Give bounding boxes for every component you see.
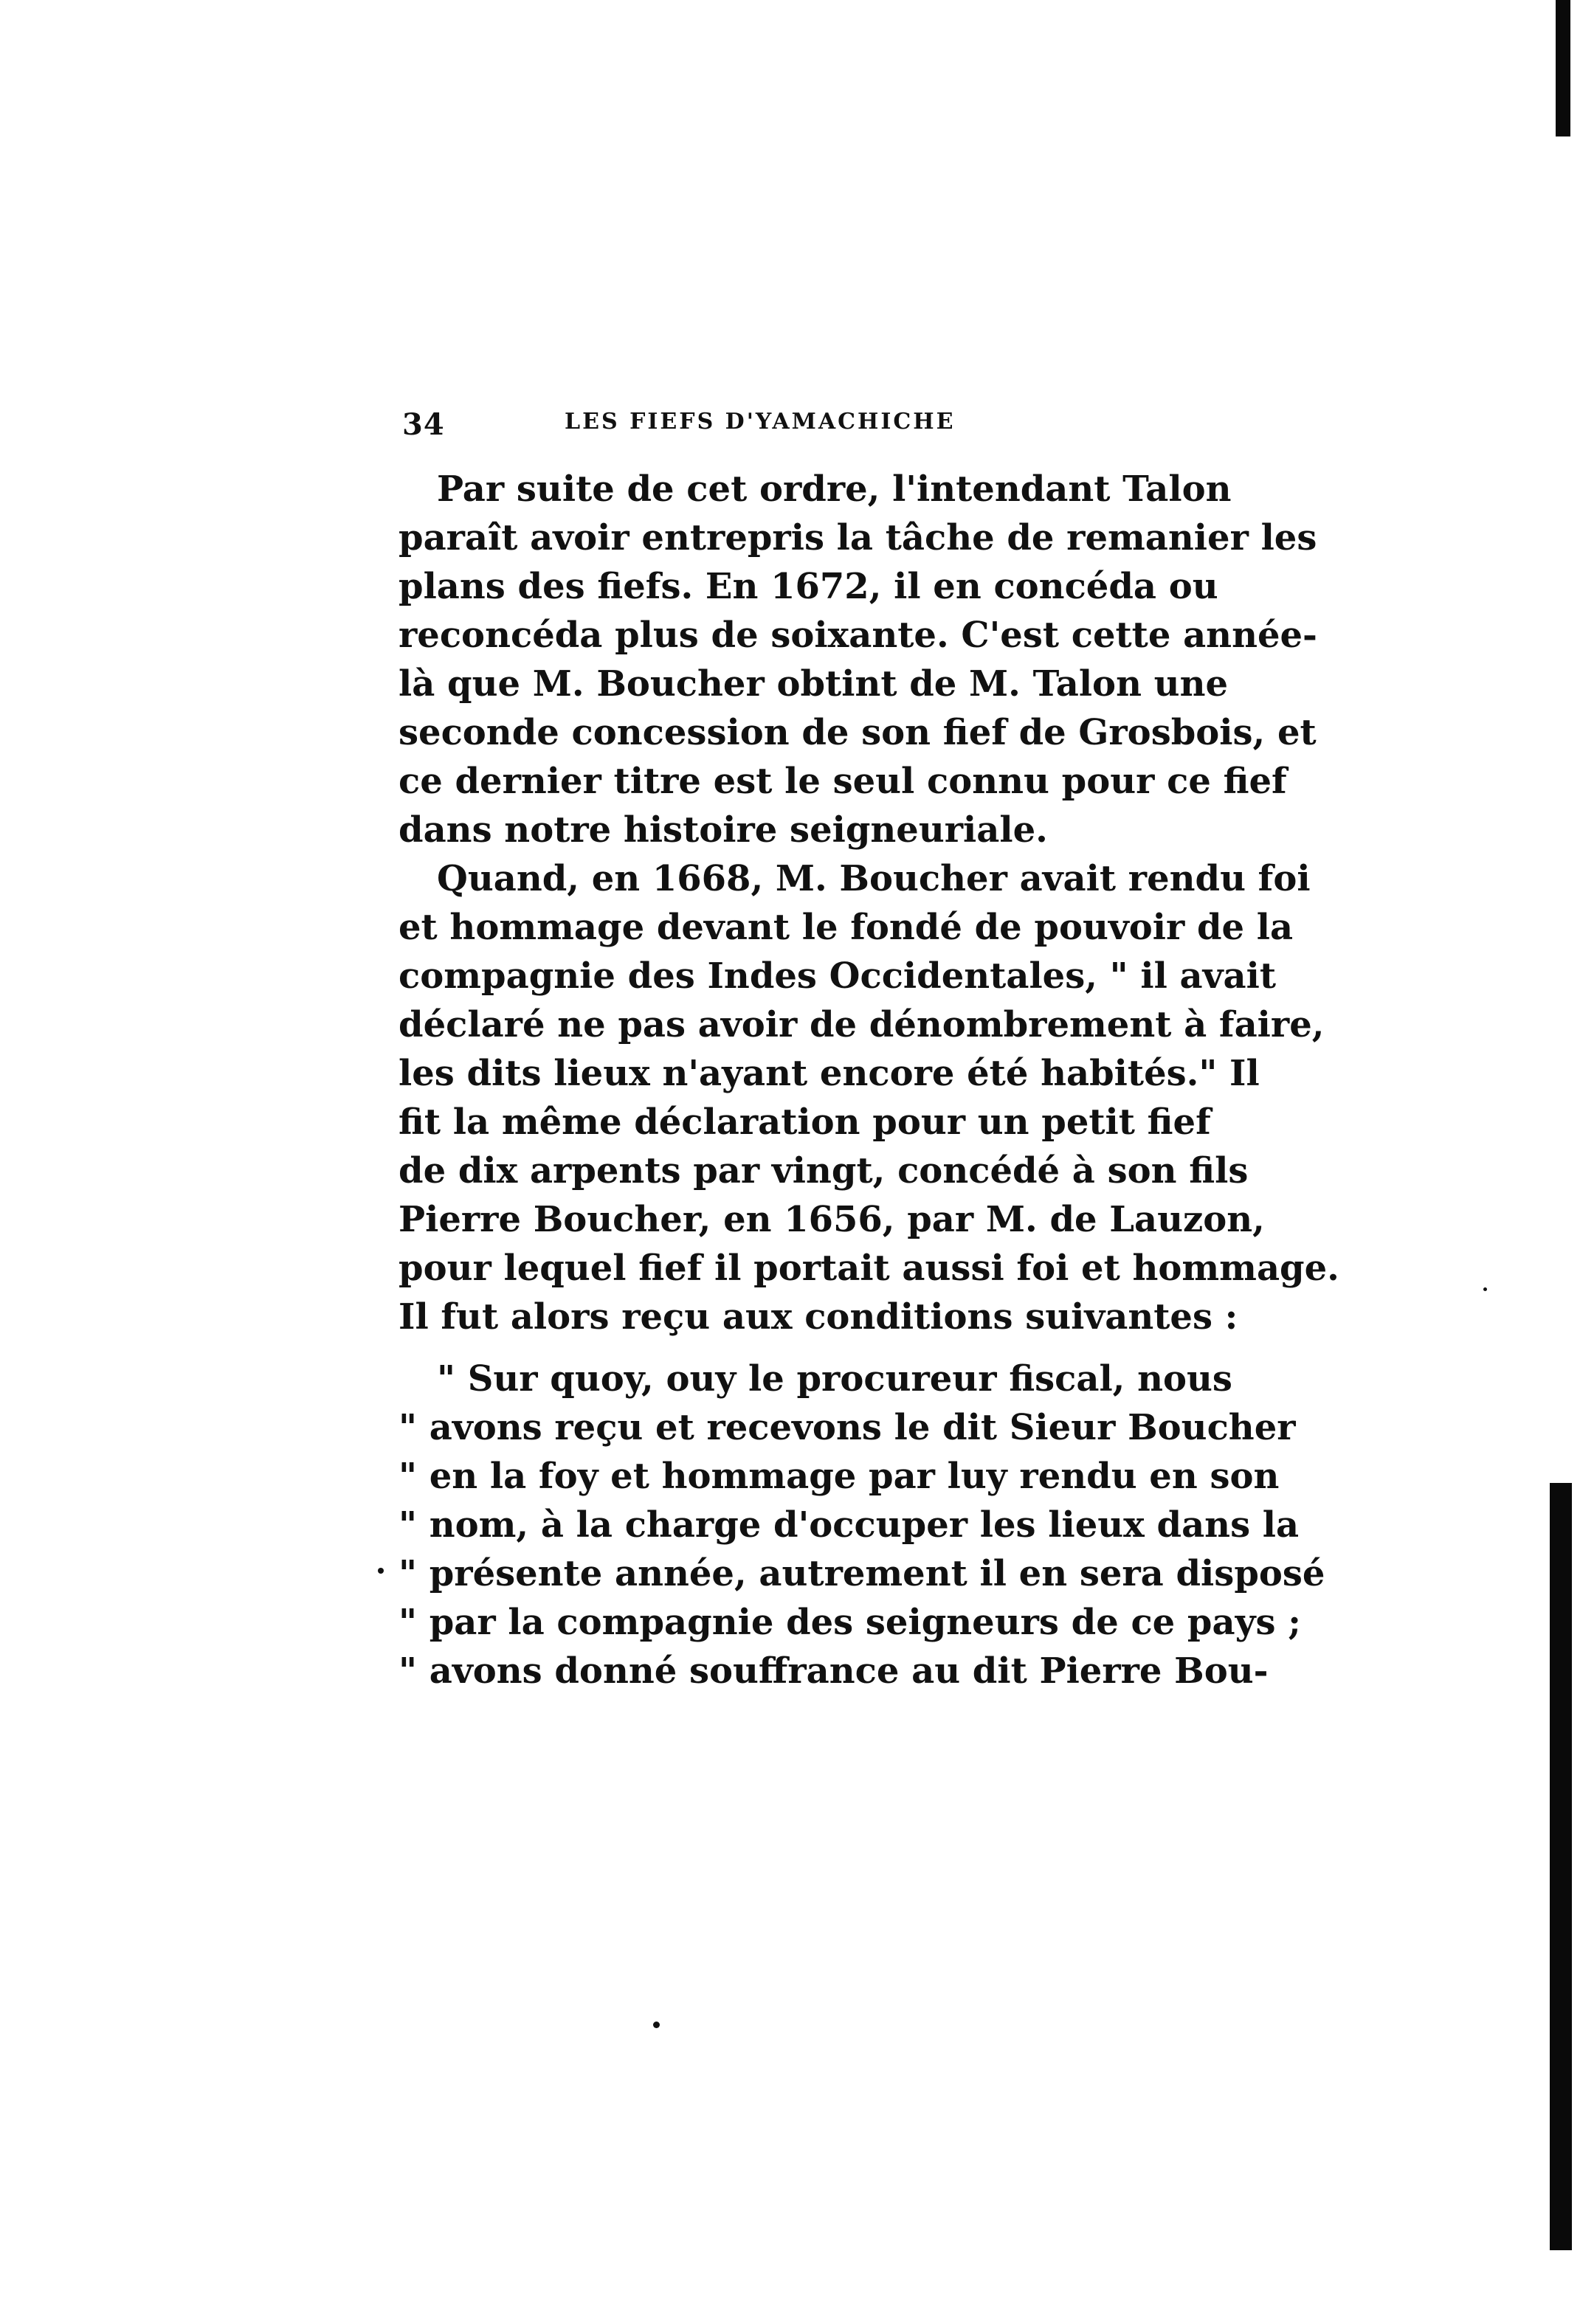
text-line: là que M. Boucher obtint de M. Talon une xyxy=(399,663,1229,705)
scan-edge-top xyxy=(1556,0,1570,136)
quote-line: " nom, à la charge d'occuper les lieux dans la xyxy=(399,1504,1300,1546)
paragraph-2 xyxy=(399,854,1339,1341)
running-title: LES FIEFS D'YAMACHICHE xyxy=(565,409,956,435)
quote-line: " Sur quoy, ouy le procureur fiscal, nous xyxy=(437,1358,1232,1400)
scan-edge-bottom xyxy=(1550,1483,1572,2250)
text-line: compagnie des Indes Occidentales, " il avait xyxy=(399,955,1277,997)
text-line: et hommage devant le fondé de pouvoir de la xyxy=(399,907,1294,948)
text-line: ce dernier titre est le seul connu pour ce fief xyxy=(399,761,1287,802)
text-line: de dix arpents par vingt, concédé à son fils xyxy=(399,1150,1249,1192)
page-number: 34 xyxy=(402,407,445,442)
text-line: les dits lieux n'ayant encore été habités." Il xyxy=(399,1053,1260,1094)
text-line: Pierre Boucher, en 1656, par M. de Lauzon, xyxy=(399,1199,1265,1240)
text-line: déclaré ne pas avoir de dénombrement à faire, xyxy=(399,1004,1325,1045)
quote-line: " avons reçu et recevons le dit Sieur Boucher xyxy=(399,1407,1296,1448)
scan-speck xyxy=(1483,1287,1487,1291)
text-line: Quand, en 1668, M. Boucher avait rendu foi xyxy=(437,858,1311,899)
text-line: plans des fiefs. En 1672, il en concéda ou xyxy=(399,566,1218,607)
text-line: fit la même déclaration pour un petit fief xyxy=(399,1102,1211,1143)
text-line: Il fut alors reçu aux conditions suivantes : xyxy=(399,1296,1238,1338)
running-head xyxy=(402,407,1170,452)
quote-line: " en la foy et hommage par luy rendu en son xyxy=(399,1456,1280,1497)
quote-line: " présente année, autrement il en sera disposé xyxy=(399,1553,1325,1594)
text-line: dans notre histoire seigneuriale. xyxy=(399,809,1048,851)
text-line: paraît avoir entrepris la tâche de remanier les xyxy=(399,517,1317,558)
quote-line: " par la compagnie des seigneurs de ce pays ; xyxy=(399,1602,1301,1643)
body-text xyxy=(399,465,1339,1695)
paragraph-1 xyxy=(399,465,1317,854)
scan-speck xyxy=(378,1568,384,1574)
text-line: reconcéda plus de soixante. C'est cette année- xyxy=(399,615,1317,656)
scan-speck xyxy=(653,2022,660,2028)
quote-line: " avons donné souffrance au dit Pierre Bou- xyxy=(399,1650,1269,1692)
text-line: pour lequel fief il portait aussi foi et hommage. xyxy=(399,1248,1339,1289)
quotation xyxy=(399,1355,1325,1695)
text-line: seconde concession de son fief de Grosbois, et xyxy=(399,712,1317,753)
text-line: Par suite de cet ordre, l'intendant Talon xyxy=(437,468,1232,510)
